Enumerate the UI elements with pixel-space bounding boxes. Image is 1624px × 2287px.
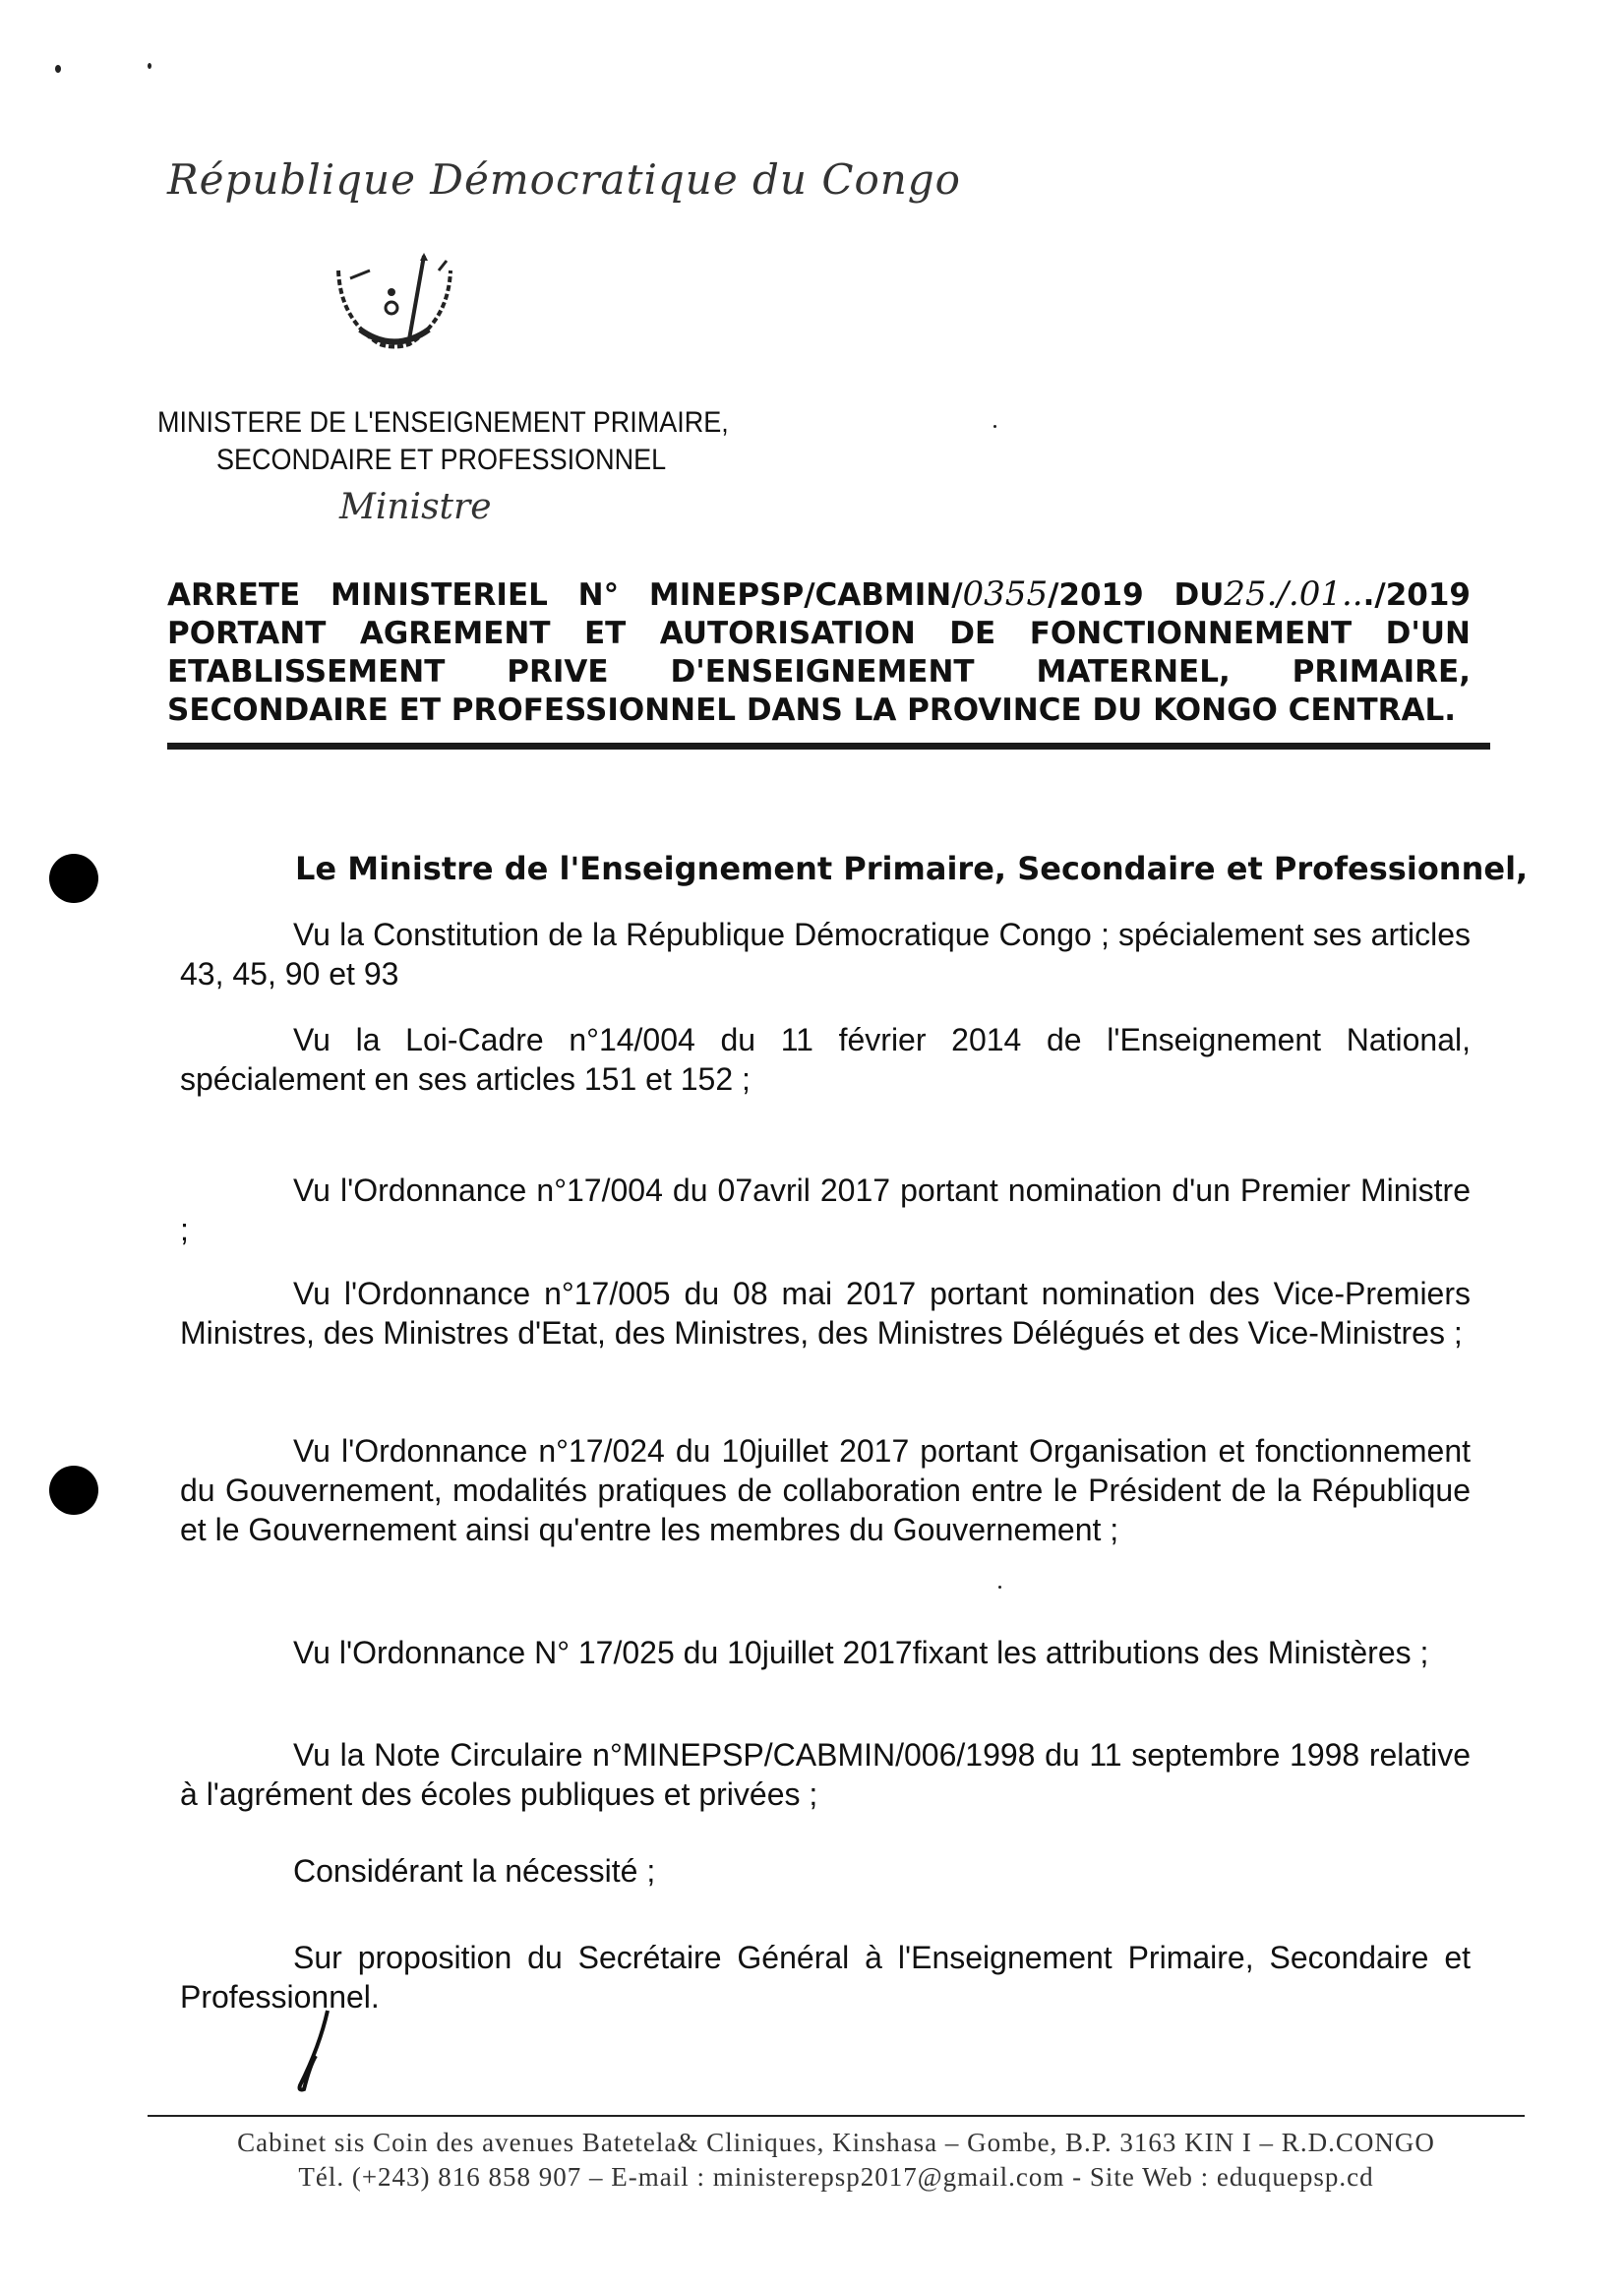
initial-signature-icon <box>290 2007 339 2095</box>
footer-address: Cabinet sis Coin des avenues Batetela& Cliniques, Kinshasa – Gombe, B.P. 3163 KIN I – R.D.CONGO <box>237 2128 1435 2157</box>
decree-number-handwritten: 0355 <box>962 574 1049 614</box>
paragraph-ordonnance-17-004: Vu l'Ordonnance n°17/004 du 07avril 2017 portant nomination d'un Premier Ministre ; <box>180 1173 1471 1247</box>
paragraph-note-circulaire: Vu la Note Circulaire n°MINEPSP/CABMIN/006/1998 du 11 septembre 1998 relative à l'agrément des écoles publiques et privées ; <box>180 1737 1471 1812</box>
paragraph-ordonnance-17-005: Vu l'Ordonnance n°17/005 du 08 mai 2017 portant nomination des Vice-Premiers Ministres, des Ministres d'Etat, des Ministres, des Ministres Délégués et des Vice-Ministres ; <box>180 1276 1471 1351</box>
republic-header: République Démocratique du Congo <box>167 155 961 204</box>
paragraph-ordonnance-17-024: Vu l'Ordonnance n°17/024 du 10juillet 2017 portant Organisation et fonctionnement du Gouvernement, modalités pratiques de collaboration entre le Président de la République et le Gouvernement ainsi qu'entre les membres du Gouvernement ; <box>180 1433 1471 1547</box>
paragraph-ordonnance-17-025: Vu l'Ordonnance N° 17/025 du 10juillet 2017fixant les attributions des Ministères ; <box>293 1635 1429 1670</box>
ministre-handwritten: Ministre <box>339 487 492 527</box>
decree-number-prefix: ARRETE MINISTERIEL N° MINEPSP/CABMIN/ <box>167 577 963 613</box>
decree-date-handwritten: 25./.01.. <box>1224 574 1363 614</box>
coat-of-arms-icon <box>331 251 458 359</box>
ministry-line-1: MINISTERE DE L'ENSEIGNEMENT PRIMAIRE, <box>157 406 729 439</box>
punch-hole-bottom <box>49 1466 98 1515</box>
scan-speck <box>148 63 151 69</box>
title-line-4: SECONDAIRE ET PROFESSIONNEL DANS LA PROVINCE DU KONGO CENTRAL. <box>167 692 1457 728</box>
scan-speck <box>998 1586 1001 1589</box>
paragraph-considerant: Considérant la nécessité ; <box>293 1853 656 1889</box>
paragraph-loi-cadre: Vu la Loi-Cadre n°14/004 du 11 février 2014 de l'Enseignement National, spécialement en ses articles 151 et 152 ; <box>180 1022 1471 1097</box>
decree-title <box>167 575 1471 730</box>
footer-contact: Tél. (+243) 816 858 907 – E-mail : ministerepsp2017@gmail.com - Site Web : eduquepsp.cd <box>298 2162 1374 2192</box>
footer-rule <box>148 2115 1525 2117</box>
punch-hole-top <box>49 854 98 903</box>
decree-year: /2019 DU <box>1048 577 1225 613</box>
title-line-2: PORTANT AGREMENT ET AUTORISATION DE FONCTIONNEMENT D'UN <box>167 616 1471 651</box>
title-line-1 <box>167 575 1471 615</box>
title-underline <box>167 743 1490 750</box>
scan-speck <box>993 425 996 428</box>
decree-date-year: ./2019 <box>1362 577 1471 613</box>
minister-heading: Le Ministre de l'Enseignement Primaire, Secondaire et Professionnel, <box>295 850 1529 887</box>
ministry-line-2: SECONDAIRE ET PROFESSIONNEL <box>216 444 667 476</box>
paragraph-constitution: Vu la Constitution de la République Démocratique Congo ; spécialement ses articles 43, 45, 90 et 93 <box>180 917 1471 992</box>
scan-speck <box>55 65 61 73</box>
title-line-3: ETABLISSEMENT PRIVE D'ENSEIGNEMENT MATERNEL, PRIMAIRE, <box>167 654 1471 690</box>
paragraph-proposition: Sur proposition du Secrétaire Général à l'Enseignement Primaire, Secondaire et Professionnel. <box>180 1940 1471 2015</box>
